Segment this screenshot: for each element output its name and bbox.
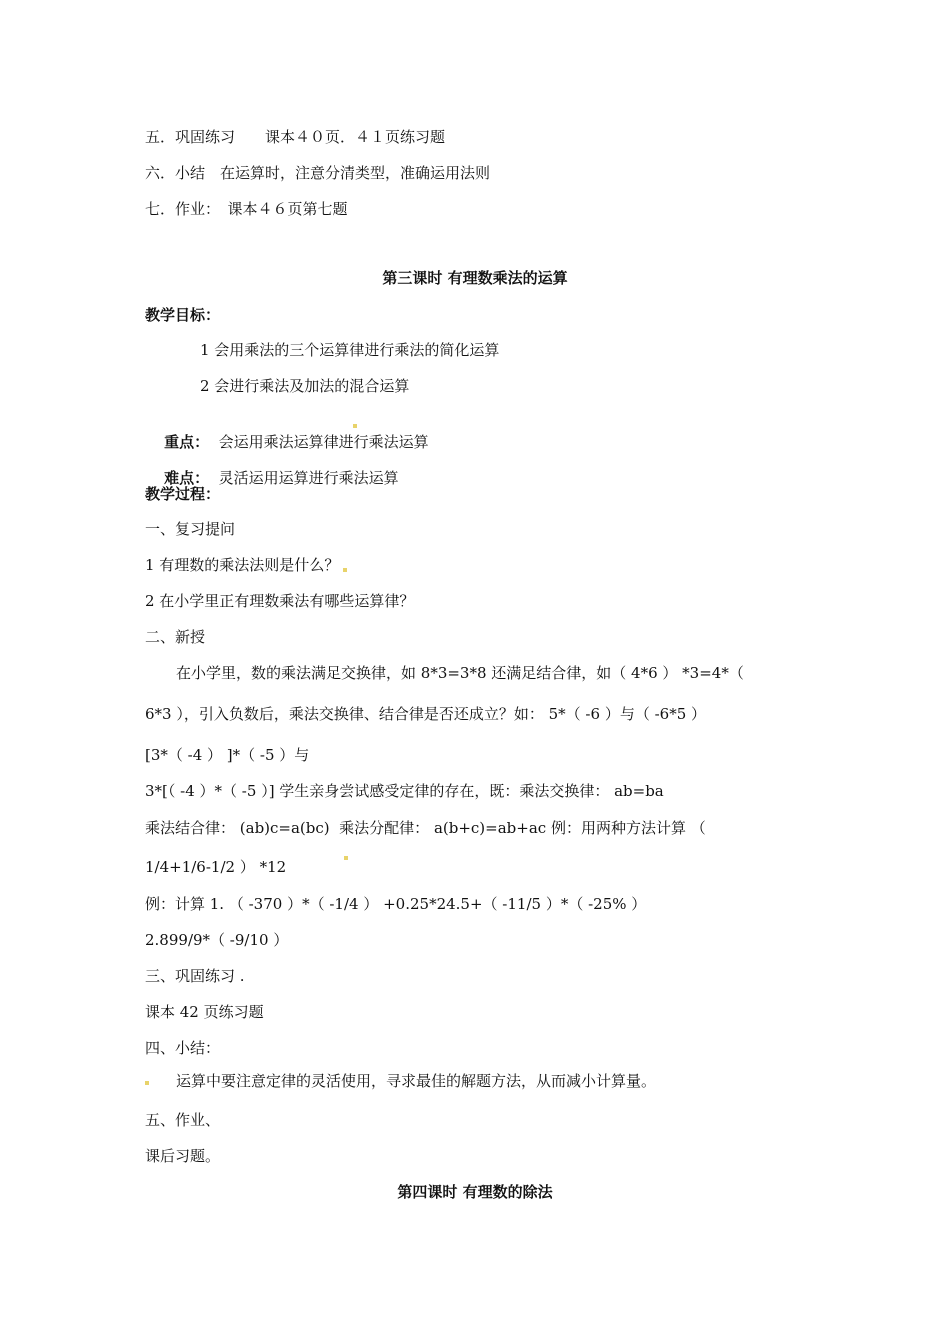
lesson3-title: 第三课时 有理数乘法的运算 — [382, 269, 568, 287]
scan-dot-mark — [343, 568, 347, 572]
difficulty-text: 灵活运用运算进行乘法运算 — [218, 469, 399, 487]
goal-2: 2 会进行乘法及加法的混合运算 — [200, 377, 410, 395]
summary-line-6: 六．小结 在运算时，注意分清类型，准确运用法则 — [145, 164, 491, 182]
key-label: 重点： — [164, 433, 210, 451]
goal-1: 1 会用乘法的三个运算律进行乘法的简化运算 — [200, 341, 500, 359]
paragraph-line-6: 1/4+1/6-1/2 ） *12 — [145, 858, 287, 876]
scan-dot-mark — [145, 1081, 149, 1085]
section-3-heading: 三、巩固练习 . — [145, 967, 245, 985]
key-text: 会运用乘法运算律进行乘法运算 — [218, 433, 429, 451]
question-1: 1 有理数的乘法法则是什么？ — [145, 556, 340, 574]
example-line-1: 例：计算 1. （ -370 ）*（ -1/4 ） +0.25*24.5+（ -11/5 ）*（ -25% ） — [145, 895, 647, 913]
scan-dot-mark — [353, 424, 357, 428]
section-4-text: 运算中要注意定律的灵活使用，寻求最佳的解题方法，从而减小计算量。 — [176, 1072, 657, 1090]
paragraph-line-4: 3*[（ -4 ）*（ -5 ）] 学生亲身尝试感受定律的存在，既：乘法交换律： ab=ba — [145, 782, 664, 800]
example-line-2: 2.899/9*（ -9/10 ） — [145, 931, 289, 949]
paragraph-line-1: 在小学里，数的乘法满足交换律，如 8*3=3*8 还满足结合律，如（ 4*6 ） *3=4*（ — [176, 664, 744, 682]
section-5-heading: 五、作业、 — [145, 1111, 221, 1129]
section-4-heading: 四、小结： — [145, 1039, 221, 1057]
difficulty-label: 难点： — [164, 469, 210, 487]
scan-dot-mark — [344, 856, 348, 860]
paragraph-line-2: 6*3 ），引入负数后，乘法交换律、结合律是否还成立？如： 5*（ -6 ）与（ -6*5 ） — [145, 705, 707, 723]
section-5-text: 课后习题。 — [145, 1147, 221, 1165]
paragraph-line-3: [3*（ -4 ） ]*（ -5 ）与 — [145, 746, 310, 764]
question-2: 2 在小学里正有理数乘法有哪些运算律？ — [145, 592, 415, 610]
review-line-5: 五．巩固练习 课本４０页．４１页练习题 — [145, 128, 446, 146]
section-1-heading: 一、复习提问 — [145, 520, 236, 538]
process-heading: 教学过程： — [145, 485, 221, 503]
goals-heading: 教学目标： — [145, 306, 221, 324]
section-3-text: 课本 42 页练习题 — [145, 1003, 264, 1021]
homework-line-7: 七．作业： 课本４６页第七题 — [145, 200, 348, 218]
section-2-heading: 二、新授 — [145, 628, 206, 646]
lesson4-title: 第四课时 有理数的除法 — [397, 1183, 553, 1201]
paragraph-line-5: 乘法结合律： (ab)c=a(bc) 乘法分配律： a(b+c)=ab+ac 例：用两种方法计算 （ — [145, 819, 706, 837]
